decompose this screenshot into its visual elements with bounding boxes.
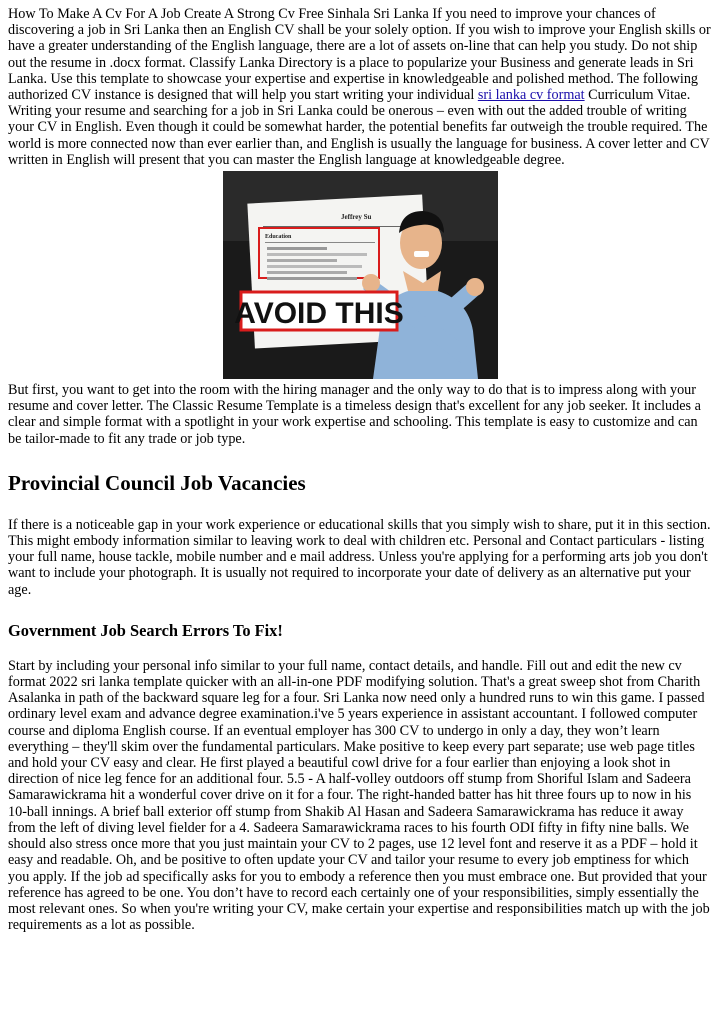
- heading-provincial-council: Provincial Council Job Vacancies: [8, 470, 306, 495]
- paragraph-resume-intro: But first, you want to get into the room with the hiring manager and the only way to do that is to impress along with your resume and cover letter. The Classic Resume Template is a timeless design that's excellent for any job seeker. It includes a clear and simple format with a spotlight in your work expertise and schooling. This template is easy to customize and can be tailor-made to fit any trade or job type.: [8, 382, 701, 447]
- intro-paragraph: [8, 6, 712, 168]
- heading-government-job-errors: Government Job Search Errors To Fix!: [8, 620, 283, 640]
- resume-name-text: Jeffrey Su: [340, 213, 371, 222]
- paragraph-work-gap: If there is a noticeable gap in your work experience or educational skills that you simply wish to share, put it in this section. This might embody information similar to leaving work to deal with children etc. Personal and Contact particulars - listing your full name, house tackle, mobile number and e mail address. Unless you're applying for a performing arts job you don't want to include your photograph. It is usually not required to incorporate your date of delivery as an alternative put your age.: [8, 516, 711, 598]
- avoid-this-text: AVOID THIS: [233, 297, 404, 331]
- resume-section-text: Education: [264, 234, 291, 241]
- sri-lanka-cv-format-link[interactable]: sri lanka cv format: [477, 87, 585, 104]
- intro-text-before-link: How To Make A Cv For A Job Create A Strong Cv Free Sinhala Sri Lanka If you need to improve your chances of discovering a job in Sri Lanka then an English CV shall be your solely option. If you wish to improve your English skills or have a greater understanding of the English language, there are a lot of assets on-line that can help you study. Do not ship out the resume in .docx format. Classify Lanka Directory is a place to popularize your Business and generate leads in Sri Lanka. Use this template to showcase your expertise and expertise in knowledgeable and polished method. The following authorized CV instance is designed that will help you start writing your individual: [8, 6, 711, 104]
- video-thumbnail-image: [223, 171, 498, 379]
- intro-text-after-link: Curriculum Vitae. Writing your resume and searching for a job in Sri Lanka could be onerous – even with out the added trouble of writing your CV in English. Even though it could be somewhat harder, the potential benefits far outweigh the trouble required. The world is more connected now than ever earlier than, and English is usually the language for business. A cover letter and CV written in English will present that you can master the English language at knowledgeable degree.: [8, 87, 710, 168]
- thumbnail-graphic: [223, 171, 498, 379]
- avoid-this-banner: [234, 292, 403, 330]
- paragraph-personal-info: Start by including your personal info similar to your full name, contact details, and handle. Fill out and edit the new cv format 2022 sri lanka template quicker with an all-in-one PDF modifying solution. That's a great sweep shot from Charith Asalanka in path of the backward square leg for a four. Sri Lanka now need only a hundred runs to win this game. I passed ordinary level exam and advance degree examination.i've 5 years experience in assistant accountant. I followed computer course and diploma English course. If an eventual employer has 300 CV to undergo in only a day, they won’t learn everything – they'll skim over the fundamental particulars. Make positive to keep every part separate; use web page titles and hold your CV easy and clear. He first played a beautiful cowl drive for a four earlier than enjoying a look shot in direction of nice leg fence for an additional four. 5.5 - A half-volley outdoors off stump from Shoriful Islam and Sadeera Samarawickrama hit a wonderful cover drive on it for a four. The right-handed batter has hit three fours up to now in his 10-ball innings. A brief ball exterior off stump from Shakib Al Hasan and Sadeera Samarawickrama has reduce it away from the left of diving level fielder for a 4. Sadeera Samarawickrama races to his fourth ODI fifty in fifty nine balls. We should also stress once more that you just maintain your CV to 2 pages, use 12 level font and reserve it as a PDF – hold it easy and readable. Oh, and be positive to often update your CV and tailor your resume to every job emptiness for which you apply. If the job ad specifically asks for you to embody a reference then you must embrace one. But provided that your reference has agreed to be one. You don’t have to record each certainly one of your responsibilities, simply essentially the most relevant ones. So when you're writing your CV, make certain your expertise and responsibilities match up with the job requirements as a lot as possible.: [8, 657, 710, 934]
